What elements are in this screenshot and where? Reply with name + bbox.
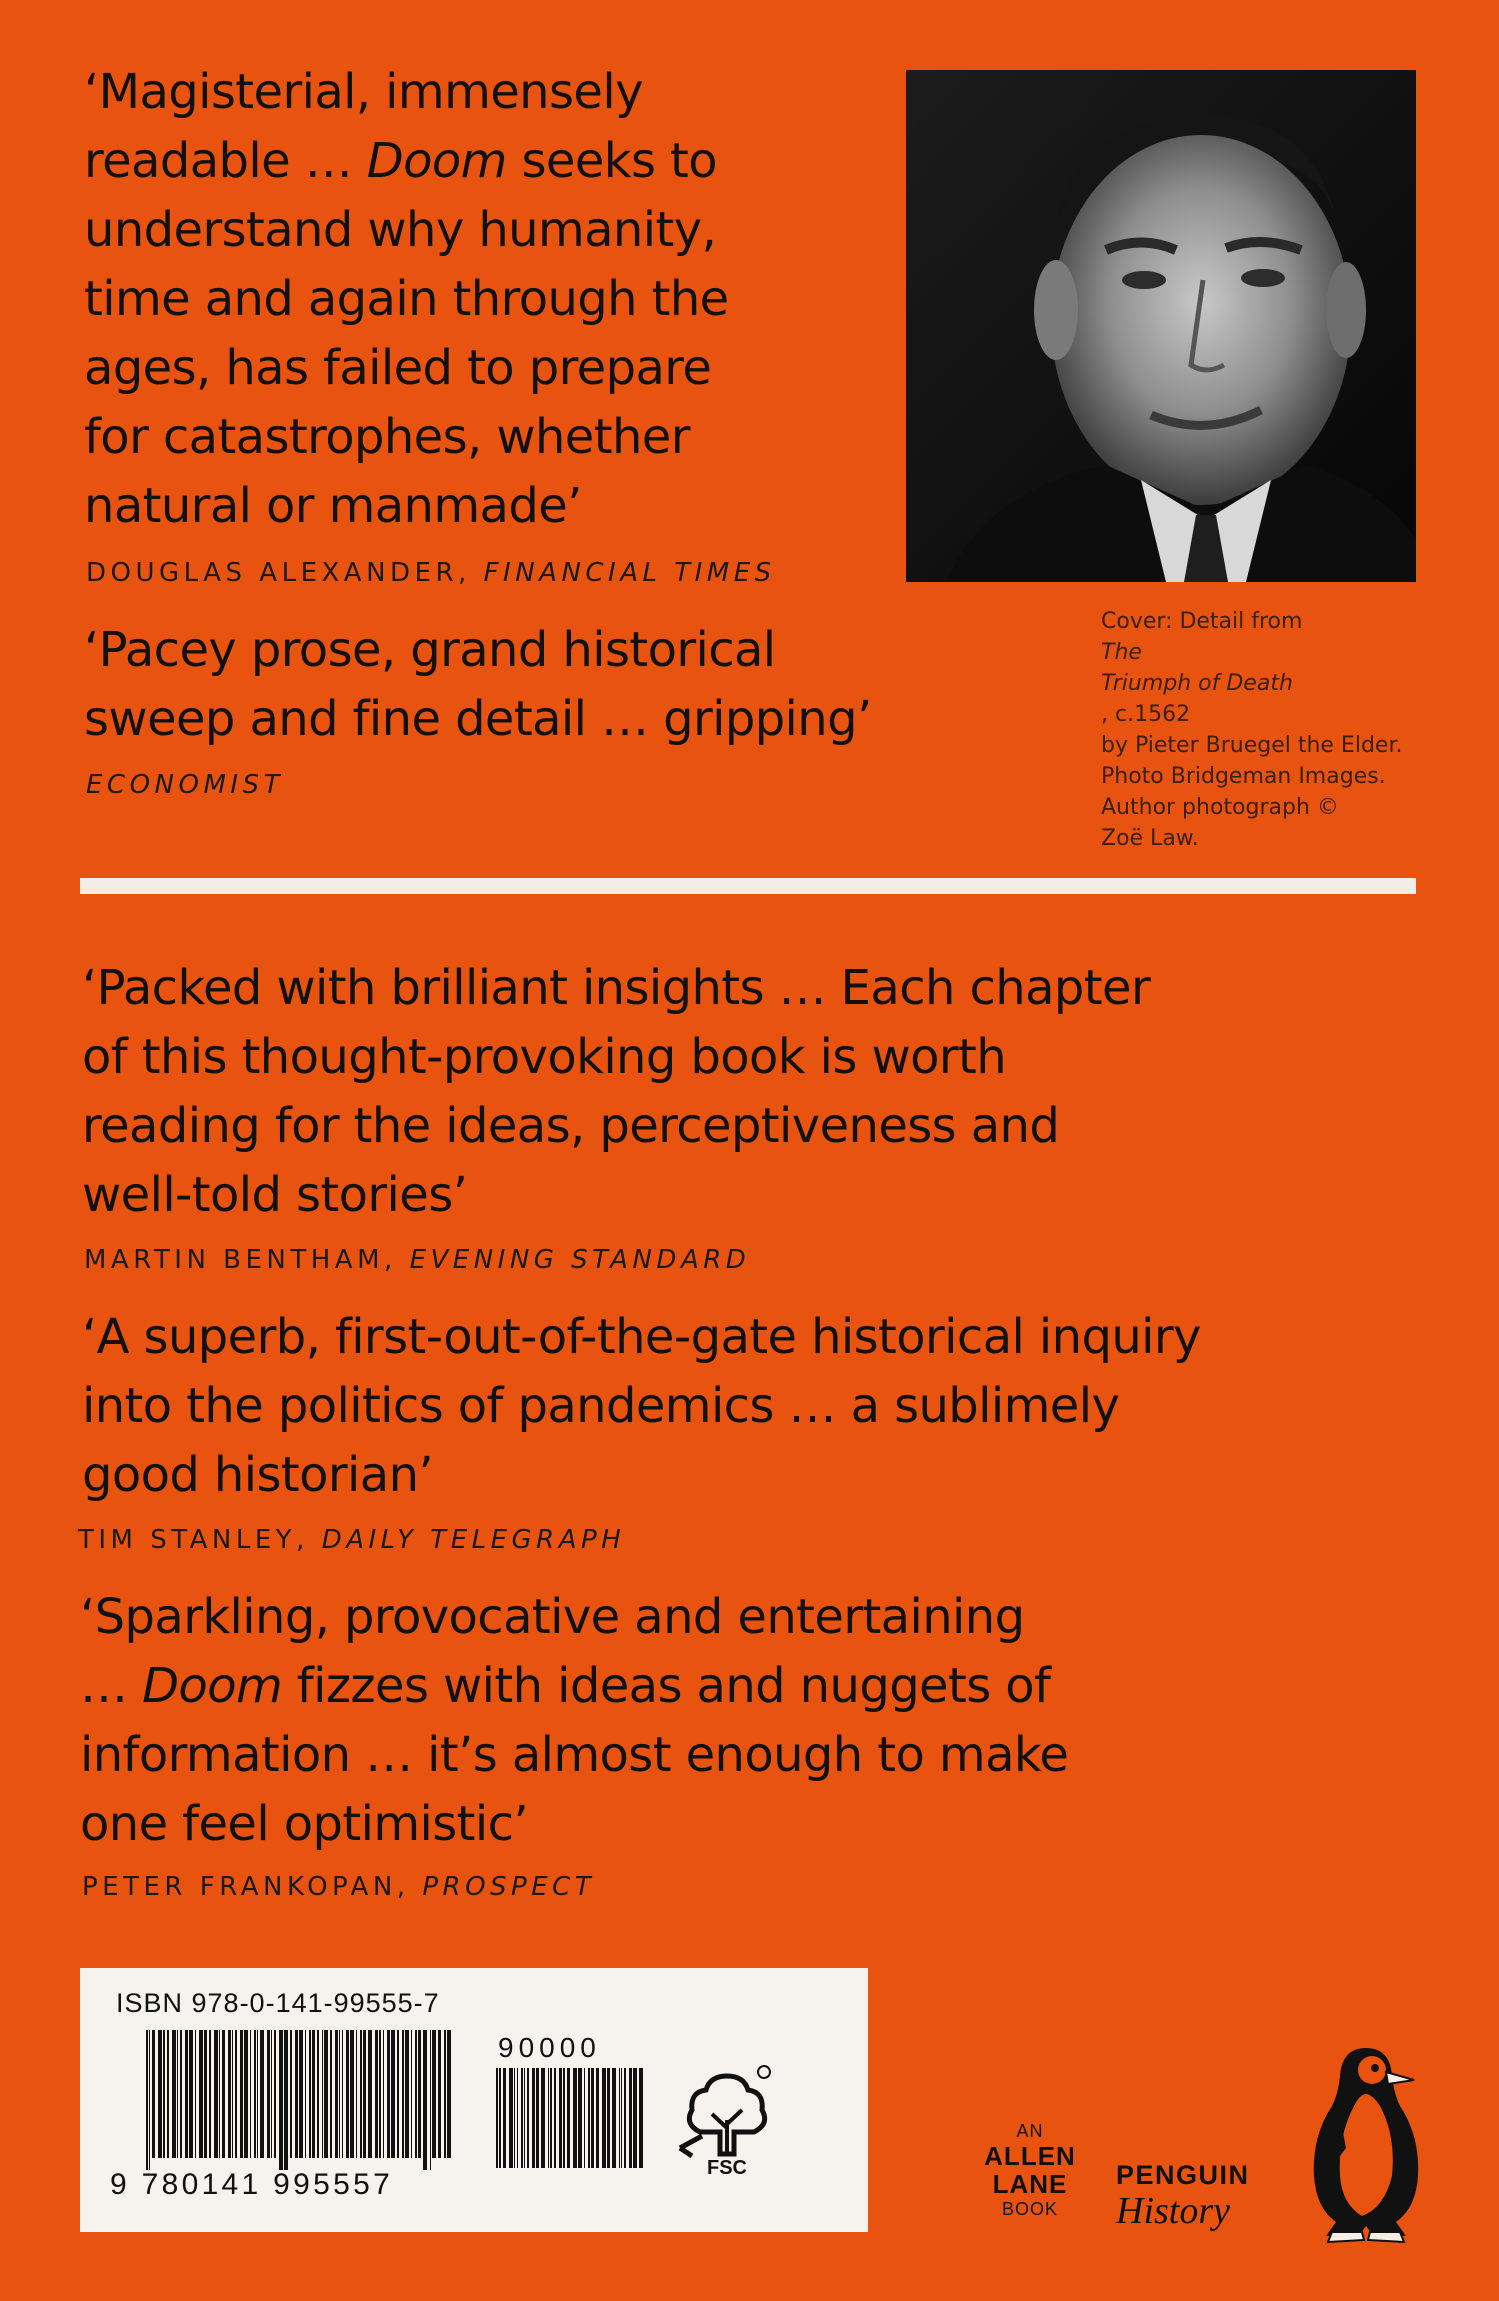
barcode-bar <box>222 2030 225 2158</box>
barcode-bar <box>379 2030 381 2158</box>
fsc-tree-icon <box>672 2058 782 2178</box>
barcode-bar <box>235 2030 237 2158</box>
quote-5-line-4: one feel optimistic’ <box>80 1796 529 1852</box>
barcode-bar <box>415 2030 417 2158</box>
barcode-bar <box>267 2030 270 2158</box>
penguin-brand-name: PENGUIN <box>1116 2160 1250 2190</box>
quote-4-line-3: good historian’ <box>82 1447 434 1503</box>
quote-4-line-1: ‘A superb, first-out-of-the-gate historical inquiry <box>82 1309 1201 1365</box>
barcode-bar <box>432 2030 436 2158</box>
credits-line-1: Cover: Detail from The <box>1101 609 1303 665</box>
quote-2-line-2: sweep and fine detail … gripping’ <box>84 691 872 747</box>
barcode-bar <box>195 2030 196 2158</box>
barcode-bar <box>199 2030 203 2158</box>
barcode-bar <box>177 2030 178 2158</box>
quote-5-line-1: ‘Sparkling, provocative and entertaining <box>80 1589 1025 1645</box>
credits-line-3: by Pieter Bruegel the Elder. <box>1101 733 1403 758</box>
barcode-bar <box>584 2068 585 2168</box>
barcode-bar <box>363 2030 366 2158</box>
barcode-bar <box>189 2030 193 2158</box>
barcode-bar <box>219 2030 220 2158</box>
quote-4-attribution: TIM STANLEY, DAILY TELEGRAPH <box>78 1525 626 1555</box>
barcode-bar <box>305 2030 306 2158</box>
quote-1-attribution: DOUGLAS ALEXANDER, FINANCIAL TIMES <box>86 558 776 588</box>
barcode-bar <box>274 2030 276 2158</box>
barcode-bar <box>167 2030 169 2158</box>
barcode-bar <box>149 2030 150 2170</box>
barcode-bar <box>250 2030 251 2158</box>
barcode-bar <box>541 2068 545 2168</box>
barcode-bar <box>430 2030 431 2170</box>
barcode-bar <box>524 2068 525 2168</box>
barcode-bar <box>271 2030 272 2158</box>
book-title-inline: Doom <box>366 133 507 189</box>
barcode-bar <box>214 2030 218 2158</box>
barcode-bar <box>185 2030 188 2158</box>
isbn-digits: 9 780141 995557 <box>110 2168 394 2201</box>
isbn-barcode <box>146 2030 456 2170</box>
barcode-bar <box>633 2068 637 2168</box>
author-portrait-image <box>906 70 1416 582</box>
barcode-bar <box>383 2030 384 2158</box>
barcode-bar <box>621 2068 622 2168</box>
barcode-bar <box>295 2030 298 2158</box>
quote-3 <box>82 954 1150 1230</box>
barcode-bar <box>573 2068 577 2168</box>
cover-credits <box>1101 606 1421 854</box>
barcode-bar <box>163 2030 165 2158</box>
barcode-bar <box>639 2068 643 2168</box>
quote-1-line-4: time and again through the <box>84 271 729 327</box>
credits-line-5: Author photograph © <box>1101 795 1339 820</box>
barcode-bar <box>158 2030 162 2158</box>
barcode-bar <box>324 2030 328 2158</box>
quote-1-line-1: ‘Magisterial, immensely <box>84 64 643 120</box>
allen-lane-logo <box>980 2120 1080 2220</box>
barcode-bar <box>619 2068 620 2168</box>
barcode-bar <box>607 2068 610 2168</box>
allen-lane-lane: LANE <box>992 2169 1068 2199</box>
quote-1-line-7: natural or manmade’ <box>84 478 582 534</box>
barcode-bar <box>503 2068 506 2168</box>
quote-4-line-2: into the politics of pandemics … a sublimely <box>82 1378 1120 1434</box>
quote-3-line-1: ‘Packed with brilliant insights … Each chapter <box>82 960 1151 1016</box>
barcode-bar <box>536 2068 539 2168</box>
series-name: History <box>1116 2190 1230 2232</box>
barcode-bar <box>418 2030 421 2158</box>
barcode-bar <box>548 2068 549 2168</box>
barcode-bar <box>499 2068 501 2168</box>
barcode-bar <box>317 2030 319 2158</box>
penguin-history-imprint <box>1116 2160 1250 2231</box>
barcode-bar <box>209 2030 211 2158</box>
quote-1-line-2: readable … Doom seeks to <box>84 133 718 189</box>
quote-5-line-2: … Doom fizzes with ideas and nuggets of <box>80 1658 1051 1714</box>
quote-2-line-1: ‘Pacey prose, grand historical <box>84 622 776 678</box>
barcode-bar <box>602 2068 606 2168</box>
penguin-logo-icon <box>1302 2036 1430 2244</box>
barcode-bar <box>360 2030 362 2158</box>
allen-lane-an: AN <box>1016 2121 1044 2141</box>
barcode-bar <box>514 2068 515 2168</box>
barcode-bar <box>279 2030 283 2170</box>
quote-1-line-5: ages, has failed to prepare <box>84 340 712 396</box>
barcode-bar <box>312 2030 315 2158</box>
barcode-bar <box>402 2030 404 2158</box>
barcode-bar <box>335 2030 338 2158</box>
book-title-inline: Doom <box>142 1658 283 1714</box>
barcode-bar <box>517 2068 518 2168</box>
barcode-bar <box>629 2068 632 2168</box>
barcode-bar <box>397 2030 399 2158</box>
barcode-bar <box>387 2030 390 2158</box>
barcode-bar <box>240 2030 243 2158</box>
quote-3-line-3: reading for the ideas, perceptiveness and <box>82 1098 1060 1154</box>
section-divider <box>80 878 1416 894</box>
barcode-bar <box>232 2030 233 2158</box>
barcode-bar <box>423 2030 427 2170</box>
barcode-bar <box>612 2068 616 2168</box>
quote-1-line-6: for catastrophes, whether <box>84 409 690 465</box>
barcode-bar <box>152 2030 155 2158</box>
barcode-bar <box>624 2068 626 2168</box>
allen-lane-book: BOOK <box>1001 2199 1058 2219</box>
barcode-bar <box>172 2030 176 2158</box>
barcode-bar <box>368 2030 372 2158</box>
credits-line-6: Zoë Law. <box>1101 826 1199 851</box>
quote-4 <box>82 1303 1201 1510</box>
barcode-bar <box>591 2068 594 2168</box>
author-photograph <box>906 70 1416 582</box>
barcode-bar <box>339 2030 340 2158</box>
barcode-bar <box>447 2030 451 2158</box>
barcode-bar <box>444 2030 446 2158</box>
barcode-bar <box>411 2030 412 2158</box>
quote-1 <box>84 58 729 541</box>
quote-5-line-3: information … it’s almost enough to make <box>80 1727 1069 1783</box>
barcode-bar <box>146 2030 148 2170</box>
barcode-bar <box>299 2030 303 2158</box>
quote-3-line-4: well-told stories’ <box>82 1167 468 1223</box>
price-barcode <box>496 2068 646 2208</box>
barcode-bar <box>588 2068 590 2168</box>
barcode-bar <box>204 2030 207 2158</box>
isbn-label: ISBN 978-0-141-99555-7 <box>116 1988 440 2018</box>
barcode-bar <box>244 2030 248 2158</box>
barcode-bar <box>350 2030 354 2158</box>
barcode-bar <box>521 2068 523 2168</box>
barcode-bar <box>254 2030 256 2158</box>
barcode-bar <box>496 2068 498 2168</box>
credits-line-2: Triumph of Death , c.1562 <box>1101 671 1293 727</box>
barcode-bar <box>228 2030 231 2158</box>
barcode-bar <box>180 2030 182 2158</box>
credits-line-4: Photo Bridgeman Images. <box>1101 764 1386 789</box>
barcode-bar <box>391 2030 395 2158</box>
barcode-bar <box>567 2068 570 2168</box>
barcode-bar <box>596 2068 599 2168</box>
quote-5-attribution: PETER FRANKOPAN, PROSPECT <box>82 1872 596 1902</box>
barcode-bar <box>290 2030 292 2158</box>
barcode-bar <box>356 2030 357 2158</box>
barcode-bar <box>330 2030 332 2158</box>
fsc-label: FSC <box>707 2157 747 2178</box>
barcode-bar <box>554 2068 556 2168</box>
barcode-bar <box>527 2068 529 2168</box>
barcode-bar <box>322 2030 323 2158</box>
quote-1-line-3: understand why humanity, <box>84 202 717 258</box>
barcode-bar <box>578 2068 582 2168</box>
barcode-bar <box>509 2068 513 2168</box>
barcode-bar <box>438 2030 441 2158</box>
quote-3-line-2: of this thought-provoking book is worth <box>82 1029 1007 1085</box>
barcode-bar <box>405 2030 409 2158</box>
barcode-bar <box>309 2030 311 2158</box>
quote-2 <box>84 616 872 754</box>
barcode-bar <box>559 2068 562 2168</box>
barcode-bar <box>563 2068 565 2168</box>
quote-3-attribution: MARTIN BENTHAM, EVENING STANDARD <box>84 1245 751 1275</box>
barcode-bar <box>550 2068 552 2168</box>
barcode-bar <box>284 2030 288 2170</box>
allen-lane-allen: ALLEN <box>984 2141 1076 2171</box>
barcode-bar <box>260 2030 264 2158</box>
barcode-bar <box>342 2030 343 2158</box>
quote-2-attribution: ECONOMIST <box>86 770 284 800</box>
price-code: 90000 <box>498 2032 601 2063</box>
barcode-panel <box>80 1968 868 2232</box>
barcode-bar <box>346 2030 349 2158</box>
barcode-bar <box>375 2030 378 2158</box>
barcode-bar <box>257 2030 258 2158</box>
barcode-bar <box>532 2068 535 2168</box>
quote-5 <box>80 1583 1068 1859</box>
